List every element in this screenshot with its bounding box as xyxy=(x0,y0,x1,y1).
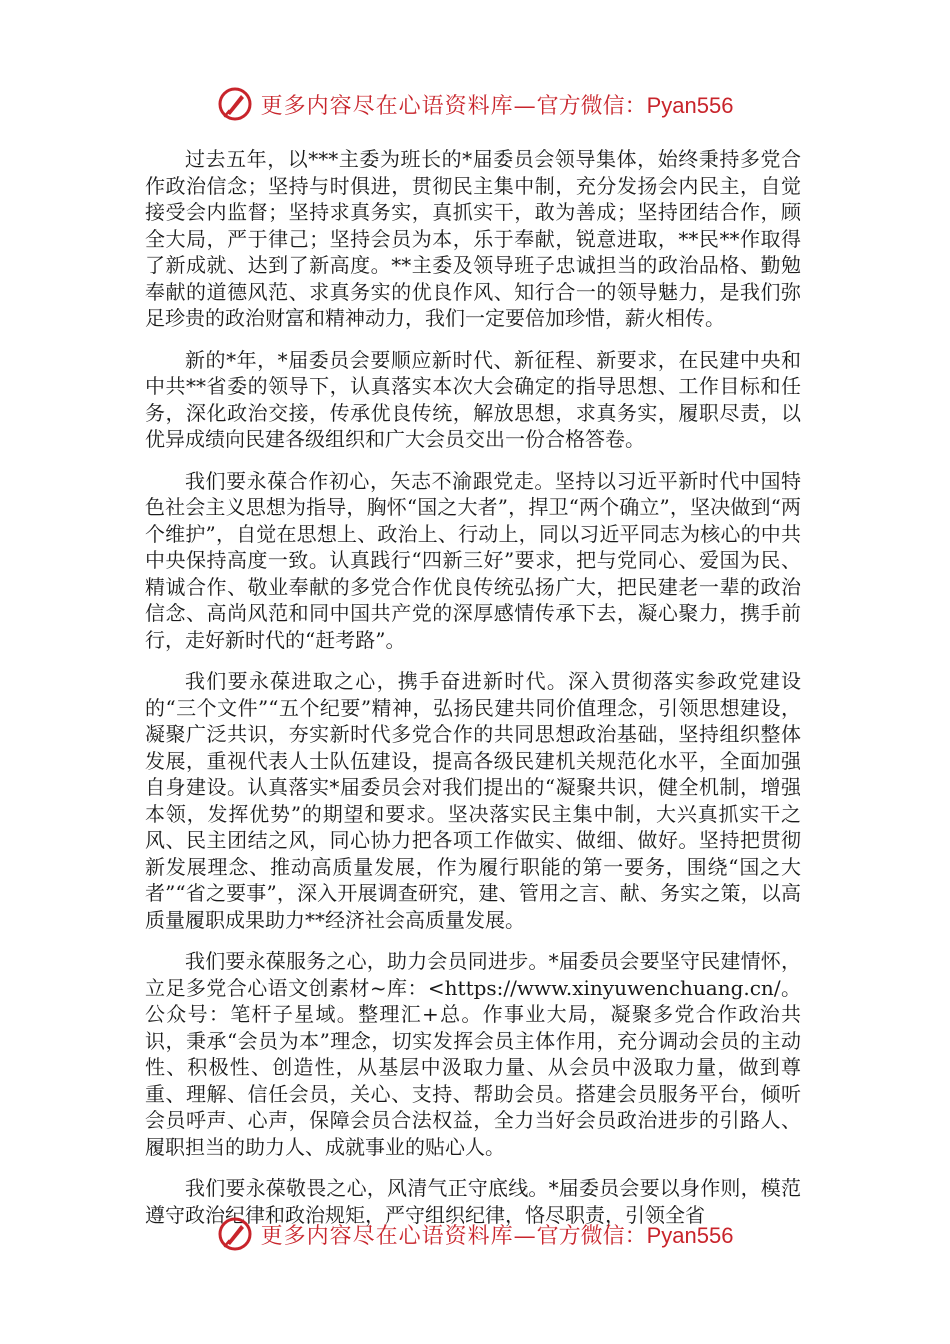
document-body xyxy=(145,146,801,1243)
footer-banner-text xyxy=(261,1219,734,1250)
paragraph-3: 我们要永葆合作初心，矢志不渝跟党走。坚持以习近平新时代中国特色社会主义思想为指导，胸怀“国之大者”，捍卫“两个确立”，坚决做到“两个维护”，自觉在思想上、政治上、行动上，同以习近平同志为核心的中共中央保持高度一致。认真践行“四新三好”要求，把与党同心、爱国为民、精诚合作、敬业奉献的多党合作优良传统弘扬广大，把民建老一辈的政治信念、高尚风范和同中国共产党的深厚感情传承下去，凝心聚力，携手前行，走好新时代的“赶考路”。 xyxy=(145,468,801,652)
quill-logo-icon xyxy=(217,86,253,122)
header-banner-text xyxy=(261,89,734,120)
quill-logo-icon xyxy=(217,1216,253,1252)
footer-banner-wechat: 官方微信：Pyan556 xyxy=(536,1222,734,1248)
header-banner xyxy=(0,82,950,126)
paragraph-1: 过去五年，以***主委为班长的*届委员会领导集体，始终秉持多党合作政治信念；坚持与时俱进，贯彻民主集中制，充分发扬会内民主，自觉接受会内监督；坚持求真务实，真抓实干，敢为善成；坚持团结合作，顾全大局，严于律己；坚持会员为本，乐于奉献，锐意进取，**民**作取得了新成就、达到了新高度。**主委及领导班子忠诚担当的政治品格、勤勉奉献的道德风范、求真务实的优良作风、知行合一的领导魅力，是我们弥足珍贵的政治财富和精神动力，我们一定要倍加珍惜，薪火相传。 xyxy=(145,147,801,330)
footer-banner-separator: — xyxy=(513,1223,537,1249)
header-banner-main: 更多内容尽在心语资料库 xyxy=(260,93,514,119)
header-banner-separator: — xyxy=(513,93,537,119)
paragraph-6: 我们要永葆敬畏之心，风清气正守底线。*届委员会要以身作则，模范遵守政治纪律和政治规矩，严守组织纪律，恪尽职责，引领全省 xyxy=(145,1176,801,1227)
paragraph-5: 我们要永葆服务之心，助力会员同进步。*届委员会要坚守民建情怀，立足多党合心语文创素材~库：<https://www.xinyuwenchuang.cn/。公众号：笔杆子星域。整理汇+总。作事业大局，凝聚多党合作政治共识，秉承“会员为本”理念，切实发挥会员主体作用，充分调动会员的主动性、积极性、创造性，从基层中汲取力量、从会员中汲取力量，做到尊重、理解、信任会员，关心、支持、帮助会员。搭建会员服务平台，倾听会员呼声、心声，保障会员合法权益，全力当好会员政治进步的引路人、履职担当的助力人、成就事业的贴心人。 xyxy=(145,949,801,1159)
header-banner-wechat: 官方微信：Pyan556 xyxy=(536,92,734,118)
footer-banner xyxy=(0,1212,950,1256)
paragraph-4: 我们要永葆进取之心，携手奋进新时代。深入贯彻落实参政党建设的“三个文件”“五个纪要”精神，弘扬民建共同价值理念，引领思想建设，凝聚广泛共识，夯实新时代多党合作的共同思想政治基础，坚持组织整体发展，重视代表人士队伍建设，提高各级民建机关规范化水平，全面加强自身建设。认真落实*届委员会对我们提出的“凝聚共识，健全机制，增强本领，发挥优势”的期望和要求。坚决落实民主集中制，大兴真抓实干之风、民主团结之风，同心协力把各项工作做实、做细、做好。坚持把贯彻新发展理念、推动高质量发展，作为履行职能的第一要务，围绕“国之大者”“省之要事”，深入开展调查研究，建、管用之言、献、务实之策，以高质量履职成果助力**经济社会高质量发展。 xyxy=(145,669,801,932)
footer-banner-main: 更多内容尽在心语资料库 xyxy=(260,1223,514,1249)
paragraph-2: 新的*年，*届委员会要顺应新时代、新征程、新要求，在民建中央和中共**省委的领导下，认真落实本次大会确定的指导思想、工作目标和任务，深化政治交接，传承优良传统，解放思想，求真务实，履职尽责，以优异成绩向民建各级组织和广大会员交出一份合格答卷。 xyxy=(145,347,801,451)
